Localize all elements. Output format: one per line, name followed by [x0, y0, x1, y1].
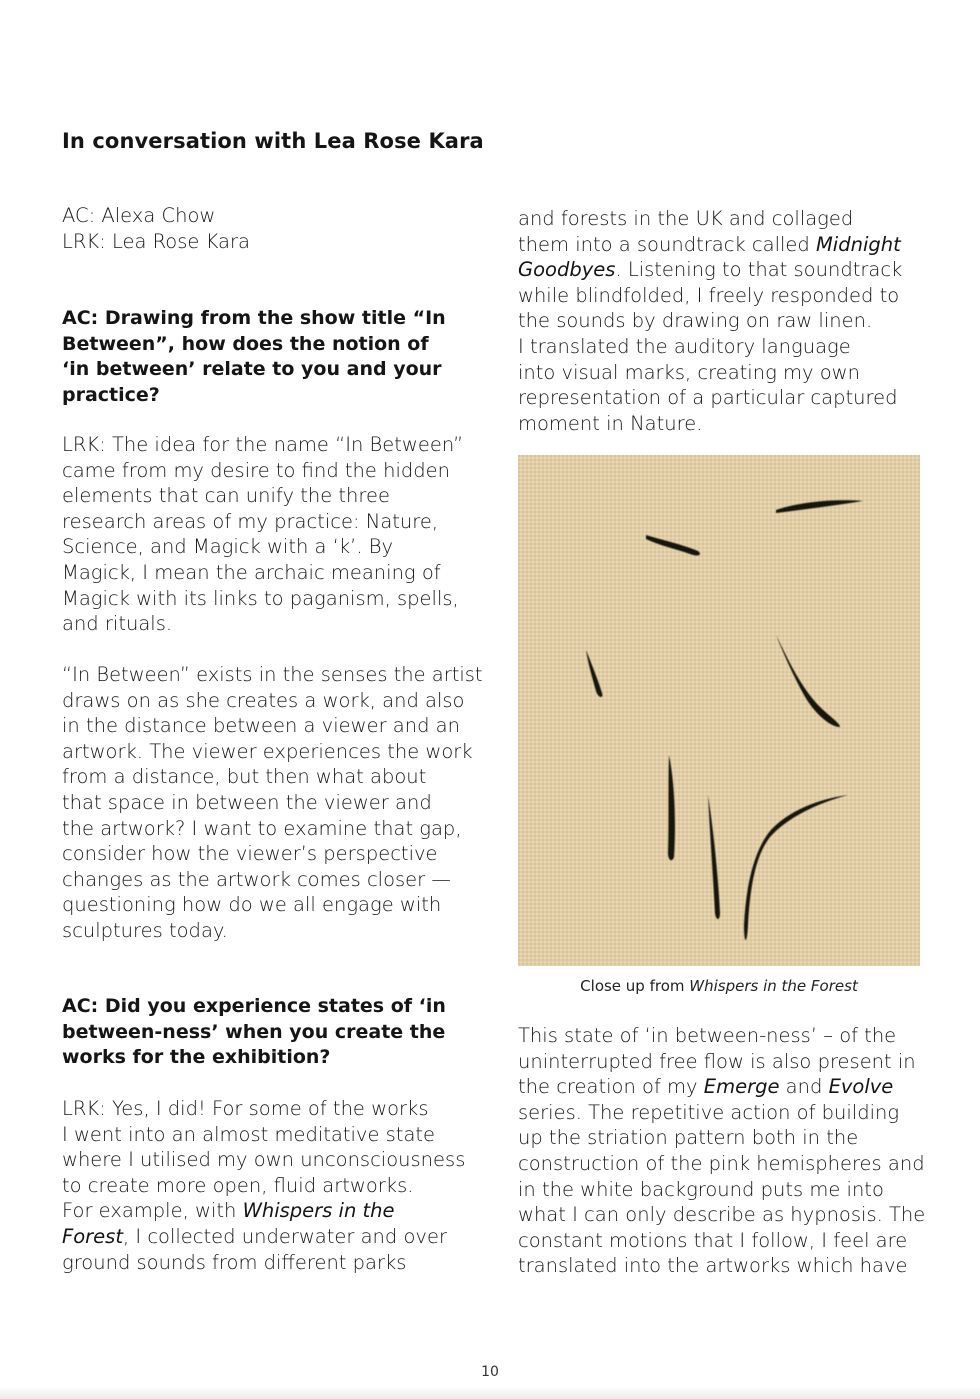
- answer-line: came from my desire to find the hidden: [62, 458, 450, 482]
- answer-line: the sounds by drawing on raw linen.: [518, 309, 873, 333]
- answer-line: sculptures today.: [62, 918, 228, 942]
- answer-line: Magick, I mean the archaic meaning of: [62, 560, 441, 584]
- question-line: between-ness’ when you create the: [62, 1020, 446, 1043]
- text-run: . Listening to that soundtrack: [615, 258, 903, 282]
- paragraph-in-between-ness: [518, 1023, 938, 1279]
- answer-line: in the distance between a viewer and an: [62, 714, 460, 738]
- answer-line: [518, 257, 938, 283]
- answer-line: while blindfolded, I freely responded to: [518, 283, 900, 307]
- soundtrack-title: Midnight: [815, 232, 901, 256]
- series-title: Emerge: [703, 1075, 780, 1099]
- answer-line: and rituals.: [62, 612, 173, 636]
- paragraph-line: translated into the artworks which have: [518, 1254, 908, 1278]
- soundtrack-title: Goodbyes: [518, 258, 616, 282]
- paragraph-line: construction of the pink hemispheres and: [518, 1151, 925, 1175]
- text-run: For example, with: [62, 1199, 243, 1223]
- answer-line: elements that can unify the three: [62, 484, 390, 508]
- participants-list: [62, 203, 482, 254]
- question-line: AC: Drawing from the show title “In: [62, 307, 446, 329]
- text-run: the creation of my: [518, 1075, 704, 1099]
- answer-line: from a distance, but then what about: [62, 765, 427, 789]
- paragraph-line: uninterrupted free flow is also present in: [518, 1049, 916, 1073]
- answer-line: moment in Nature.: [518, 411, 703, 435]
- series-title: Evolve: [828, 1075, 894, 1099]
- question-line: Between”, how does the notion of: [62, 332, 429, 355]
- answer-line: [62, 1224, 482, 1250]
- caption-artwork-title: Whispers in the Forest: [689, 977, 858, 995]
- page-number: 10: [481, 1364, 499, 1380]
- answer-line: I translated the auditory language: [518, 334, 851, 358]
- page-title: In conversation with Lea Rose Kara: [62, 129, 484, 153]
- answer-line: I went into an almost meditative state: [62, 1122, 436, 1146]
- participant-lrk: LRK: Lea Rose Kara: [62, 229, 250, 253]
- answer-line: LRK: Yes, I did! For some of the works: [62, 1097, 429, 1120]
- artwork-title: Forest: [62, 1224, 123, 1248]
- participant-ac: AC: Alexa Chow: [62, 204, 216, 227]
- answer-line: LRK: The idea for the name “In Between”: [62, 433, 464, 456]
- answer-line: research areas of my practice: Nature,: [62, 509, 439, 533]
- answer-1: [62, 432, 482, 637]
- charcoal-linen-drawing: [518, 455, 920, 966]
- question-line: practice?: [62, 383, 160, 406]
- paragraph-line: This state of ‘in between-ness’ – of the: [518, 1024, 897, 1047]
- question-line: AC: Did you experience states of ‘in: [62, 995, 446, 1017]
- answer-line: [518, 232, 938, 258]
- paragraph-line: constant motions that I follow, I feel are: [518, 1228, 908, 1252]
- page-bottom-edge: [0, 1386, 980, 1399]
- linen-texture: [518, 455, 920, 966]
- paragraph-line: series. The repetitive action of building: [518, 1100, 900, 1124]
- answer-line: Science, and Magick with a ‘k’. By: [62, 535, 394, 559]
- text-run: , I collected underwater and over: [122, 1224, 447, 1248]
- text-run: them into a soundtrack called: [518, 232, 816, 256]
- question-2: [62, 994, 482, 1071]
- answer-line: representation of a particular captured: [518, 386, 898, 410]
- answer-line: to create more open, fluid artworks.: [62, 1173, 414, 1197]
- paragraph-line: up the striation pattern both in the: [518, 1126, 859, 1150]
- answer-line: the artwork? I want to examine that gap,: [62, 816, 462, 840]
- answer-line: draws on as she creates a work, and also: [62, 688, 465, 712]
- artwork-title: Whispers in the: [242, 1199, 395, 1223]
- artwork-image: [518, 455, 920, 966]
- paragraph-line: what I can only describe as hypnosis. The: [518, 1203, 926, 1227]
- answer-line: into visual marks, creating my own: [518, 360, 860, 384]
- answer-line: Magick with its links to paganism, spells,: [62, 586, 459, 610]
- answer-line: [62, 1198, 482, 1224]
- answer-3: [62, 1096, 482, 1275]
- image-caption: [518, 976, 920, 996]
- question-1: [62, 306, 482, 408]
- paragraph-line: [518, 1074, 938, 1100]
- answer-line: artwork. The viewer experiences the work: [62, 739, 473, 763]
- answer-line: changes as the artwork comes closer —: [62, 867, 451, 891]
- answer-line: and forests in the UK and collaged: [518, 207, 854, 230]
- question-line: ‘in between’ relate to you and your: [62, 358, 442, 381]
- answer-line: “In Between” exists in the senses the artist: [62, 663, 483, 686]
- caption-prefix: Close up from: [580, 977, 690, 995]
- question-line: works for the exhibition?: [62, 1046, 331, 1069]
- answer-line: where I utilised my own unconsciousness: [62, 1148, 466, 1172]
- answer-line: consider how the viewer’s perspective: [62, 842, 438, 866]
- answer-line: questioning how do we all engage with: [62, 893, 442, 917]
- text-run: and: [779, 1075, 829, 1099]
- answer-2: [62, 662, 482, 944]
- answer-3-continued: [518, 206, 938, 436]
- answer-line: ground sounds from different parks: [62, 1250, 407, 1274]
- answer-line: that space in between the viewer and: [62, 790, 432, 814]
- paragraph-line: in the white background puts me into: [518, 1177, 884, 1201]
